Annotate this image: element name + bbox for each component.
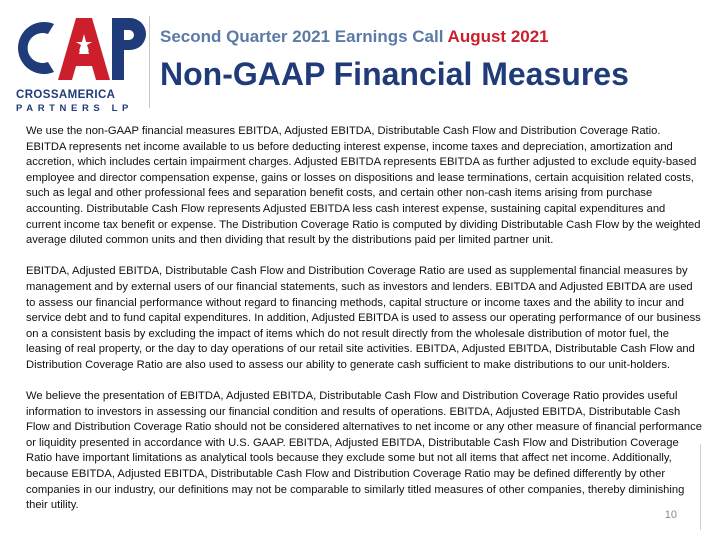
cap-logo-mark <box>6 6 146 90</box>
subtitle-text: Second Quarter 2021 Earnings Call <box>160 27 444 46</box>
body-content <box>26 124 702 529</box>
header-divider <box>149 16 150 108</box>
paragraph-usage: EBITDA, Adjusted EBITDA, Distributable Cash Flow and Distribution Coverage Ratio are used as supplemental financial measures by management and by external users of our financial statements, such as investors and lenders. EBITDA and Adjusted EBITDA are used to assess our financial performance without regard to financing methods, capital structure or income taxes and the ability to incur and service debt and to fund capital expenditures. In addition, Adjusted EBITDA is used to assess our operating performance of our business on a consistent basis by excluding the impact of items which do not result directly from the wholesale distribution of motor fuel, the leasing of real property, or the day to day operations of our retail site activities. EBITDA, Adjusted EBITDA, Distributable Cash Flow and Distribution Coverage Ratio are also used to assess our ability to generate cash sufficient to make distributions to our unit-holders. <box>26 265 701 371</box>
paragraph-definitions: We use the non-GAAP financial measures EBITDA, Adjusted EBITDA, Distributable Cash Flow and Distribution Coverage Ratio. EBITDA represents net income available to us before deducting interest expense, income taxes and depreciation, amortization and accretion, which includes certain impairment charges. Adjusted EBITDA represents EBITDA as further adjusted to exclude equity-based employee and director compensation expense, gains or losses on dispositions and lease terminations, certain acquisition related costs, such as legal and other professional fees and separation benefit costs, and certain other non-cash items arising from purchase accounting. Distributable Cash Flow represents Adjusted EBITDA less cash interest expense, sustaining capital expenditures and current income tax benefit or expense. The Distribution Coverage Ratio is computed by dividing Distributable Cash Flow by the weighted average diluted common units and then dividing that result by the distributions paid per limited partner unit. <box>26 125 701 247</box>
subtitle-date: August 2021 <box>447 27 549 46</box>
footer-divider <box>700 444 701 530</box>
page-number: 10 <box>664 509 677 521</box>
logo-company-name: CROSSAMERICA <box>16 89 116 101</box>
logo-company-subtitle: PARTNERS LP <box>16 103 133 114</box>
paragraph-limitations: We believe the presentation of EBITDA, Adjusted EBITDA, Distributable Cash Flow and Distribution Coverage Ratio provides useful information to investors in assessing our financial condition and results of operations. EBITDA, Adjusted EBITDA, Distributable Cash Flow and Distribution Coverage Ratio should not be considered alternatives to net income or any other measure of financial performance or liquidity presented in accordance with U.S. GAAP. EBITDA, Adjusted EBITDA, Distributable Cash Flow and Distribution Coverage Ratio have important limitations as analytical tools because they exclude some but not all items that affect net income. Additionally, because EBITDA, Adjusted EBITDA, Distributable Cash Flow and Distribution Coverage Ratio may be defined differently by other companies in our industry, our definitions may not be comparable to similarly titled measures of other companies, thereby diminishing their utility. <box>26 390 702 512</box>
crossamerica-logo <box>6 6 146 114</box>
page-title: Non-GAAP Financial Measures <box>160 56 629 92</box>
presentation-subtitle <box>160 27 549 47</box>
